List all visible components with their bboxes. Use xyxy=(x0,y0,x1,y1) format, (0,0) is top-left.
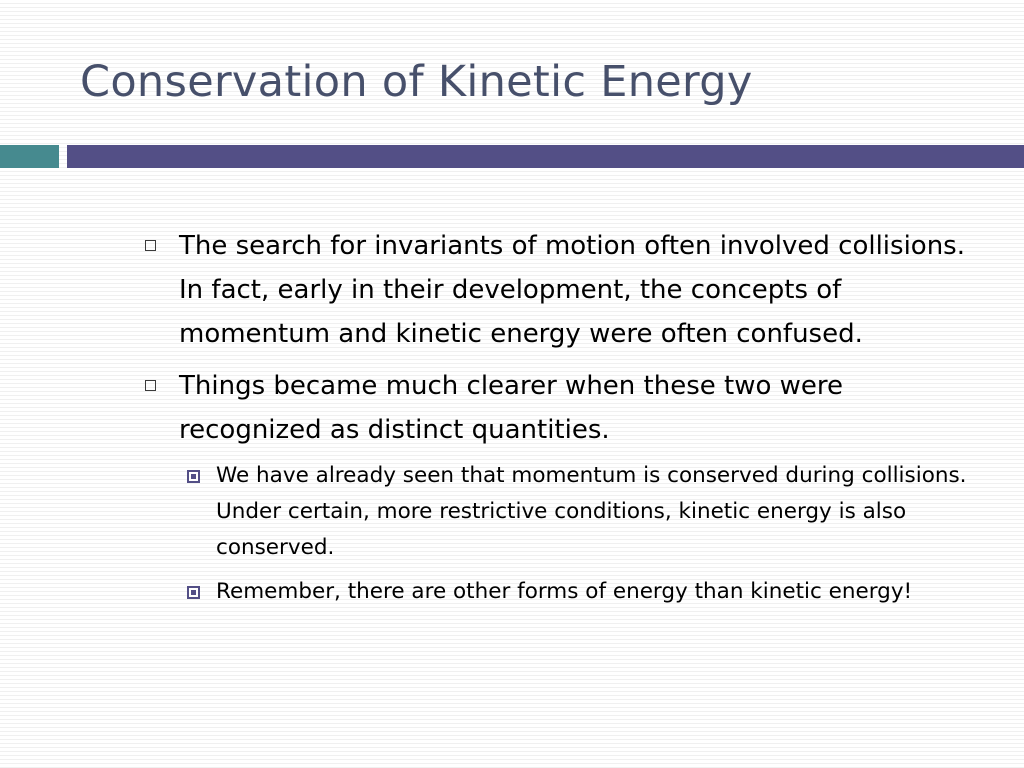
sub-bullet-text-1: We have already seen that momentum is conserved during collisions. Under certain, more restrictive conditions, kinetic energy is also conserved. xyxy=(216,463,967,560)
square-bullet-icon xyxy=(145,240,156,251)
bullet-text-1: The search for invariants of motion often involved collisions. In fact, early in their development, the concepts of momentum and kinetic energy were often confused. xyxy=(179,231,965,349)
sub-bullet-item-2 xyxy=(177,574,990,610)
slide-content xyxy=(140,224,990,618)
square-bullet-icon xyxy=(145,380,156,391)
sub-bullet-item-1 xyxy=(177,458,990,566)
title-accent-bar-teal xyxy=(0,145,59,168)
bullet-list xyxy=(140,224,990,610)
title-accent-bar-purple xyxy=(67,145,1024,168)
filled-square-bullet-icon xyxy=(187,470,200,483)
sub-bullet-list xyxy=(177,458,990,610)
sub-bullet-text-2: Remember, there are other forms of energy than kinetic energy! xyxy=(216,579,913,604)
slide-title: Conservation of Kinetic Energy xyxy=(80,57,753,107)
bullet-text-2: Things became much clearer when these two were recognized as distinct quantities. xyxy=(179,371,844,445)
filled-square-bullet-icon xyxy=(187,586,200,599)
bullet-item-1 xyxy=(140,224,990,356)
bullet-item-2 xyxy=(140,364,990,610)
